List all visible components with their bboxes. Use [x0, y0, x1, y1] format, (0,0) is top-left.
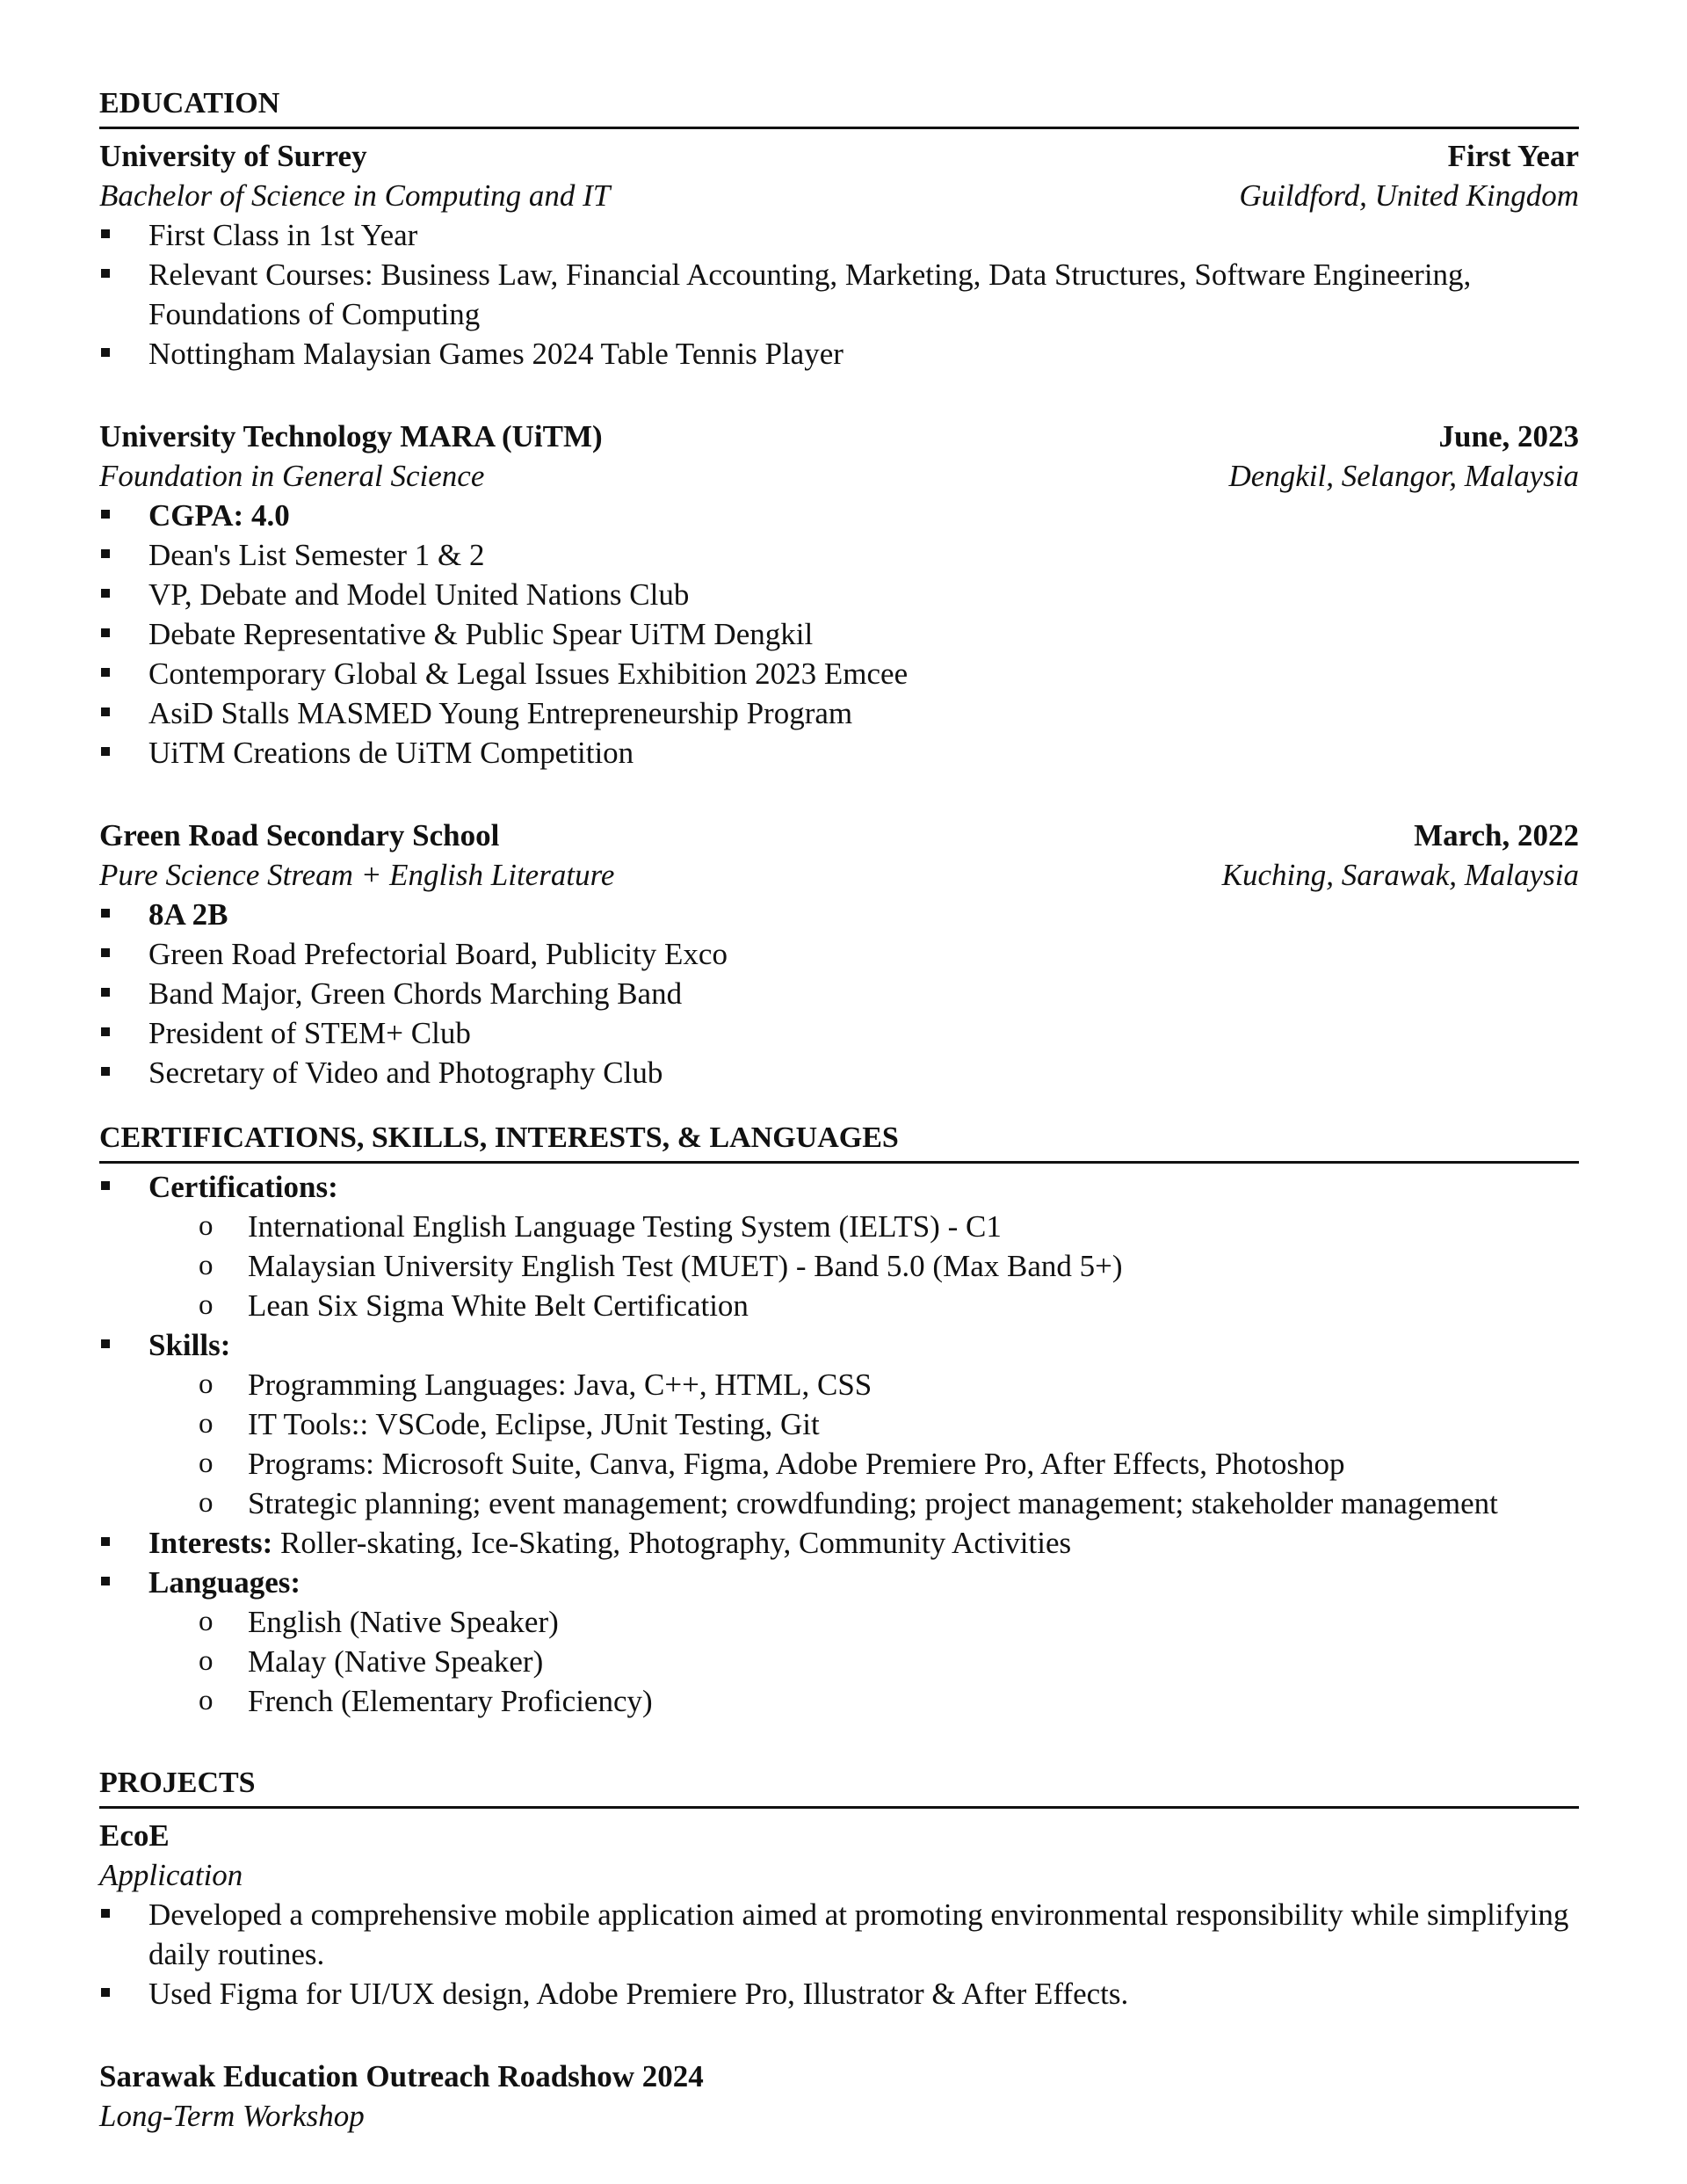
project-type: Application	[99, 1858, 243, 1892]
list-item: Relevant Courses: Business Law, Financial Accounting, Marketing, Data Structures, Software Engineering, Foundations of Computing	[99, 255, 1579, 334]
sub-list-item: o IT Tools:: VSCode, Eclipse, JUnit Testing, Git	[99, 1404, 1579, 1444]
list-item: VP, Debate and Model United Nations Club	[99, 575, 1579, 614]
list-item: Developed a comprehensive mobile application aimed at promoting environmental responsibility while simplifying daily routines.	[99, 1895, 1579, 1974]
interests-text: Roller-skating, Ice-Skating, Photography, Community Activities	[272, 1526, 1072, 1560]
school-name: University Technology MARA (UiTM)	[99, 419, 603, 453]
sub-list-item: o Lean Six Sigma White Belt Certification	[99, 1286, 1579, 1325]
sub-list-item: o Programming Languages: Java, C++, HTML, CSS	[99, 1365, 1579, 1404]
languages-label: Languages:	[99, 1563, 1579, 1602]
education-entry-green-road	[99, 816, 1579, 1092]
location: Guildford, United Kingdom	[1239, 178, 1579, 213]
list-item: President of STEM+ Club	[99, 1013, 1579, 1053]
certifications-label: Certifications:	[99, 1167, 1579, 1207]
sub-list-item: o International English Language Testing System (IELTS) - C1	[99, 1207, 1579, 1246]
list-item: Secretary of Video and Photography Club	[99, 1053, 1579, 1092]
degree: Pure Science Stream + English Literature	[99, 858, 615, 892]
degree: Foundation in General Science	[99, 459, 485, 493]
project-entry-sarawak-roadshow	[99, 2057, 1579, 2136]
list-item: Nottingham Malaysian Games 2024 Table Tennis Player	[99, 334, 1579, 374]
bullet-list	[99, 895, 1579, 1092]
school-name: University of Surrey	[99, 139, 367, 173]
education-entry-uitm	[99, 417, 1579, 773]
education-entry-surrey	[99, 136, 1579, 374]
list-item: Used Figma for UI/UX design, Adobe Premiere Pro, Illustrator & After Effects.	[99, 1974, 1579, 2013]
list-item: Dean's List Semester 1 & 2	[99, 535, 1579, 575]
degree: Bachelor of Science in Computing and IT	[99, 178, 611, 213]
sub-list-item: o French (Elementary Proficiency)	[99, 1681, 1579, 1721]
project-name: Sarawak Education Outreach Roadshow 2024	[99, 2059, 704, 2093]
list-item: Green Road Prefectorial Board, Publicity Exco	[99, 934, 1579, 974]
education-heading: EDUCATION	[99, 81, 1579, 129]
project-name: EcoE	[99, 1818, 170, 1853]
list-item: AsiD Stalls MASMED Young Entrepreneurship Program	[99, 693, 1579, 733]
list-item: First Class in 1st Year	[99, 215, 1579, 255]
project-type: Long-Term Workshop	[99, 2099, 365, 2133]
sub-list-item: o Strategic planning; event management; crowdfunding; project management; stakeholder management	[99, 1484, 1579, 1523]
school-name: Green Road Secondary School	[99, 818, 500, 853]
list-item: Band Major, Green Chords Marching Band	[99, 974, 1579, 1013]
bullet-list	[99, 215, 1579, 374]
projects-heading: PROJECTS	[99, 1760, 1579, 1809]
bullet-list	[99, 496, 1579, 773]
list-item: 8A 2B	[99, 895, 1579, 934]
certifications-list	[99, 1167, 1579, 1721]
school-date: First Year	[1447, 139, 1579, 173]
interests-item	[99, 1523, 1579, 1563]
certifications-heading: CERTIFICATIONS, SKILLS, INTERESTS, & LANGUAGES	[99, 1115, 1579, 1164]
list-item: Debate Representative & Public Spear UiTM Dengkil	[99, 614, 1579, 654]
list-item: UiTM Creations de UiTM Competition	[99, 733, 1579, 773]
list-item: Contemporary Global & Legal Issues Exhibition 2023 Emcee	[99, 654, 1579, 693]
skills-label: Skills:	[99, 1325, 1579, 1365]
school-date: March, 2022	[1414, 818, 1579, 853]
location: Dengkil, Selangor, Malaysia	[1228, 459, 1579, 493]
location: Kuching, Sarawak, Malaysia	[1221, 858, 1579, 892]
sub-list-item: o Malaysian University English Test (MUET) - Band 5.0 (Max Band 5+)	[99, 1246, 1579, 1286]
sub-list-item: o Malay (Native Speaker)	[99, 1642, 1579, 1681]
sub-list-item: o Programs: Microsoft Suite, Canva, Figma, Adobe Premiere Pro, After Effects, Photoshop	[99, 1444, 1579, 1484]
list-item: CGPA: 4.0	[99, 496, 1579, 535]
bullet-list	[99, 1895, 1579, 2013]
school-date: June, 2023	[1438, 419, 1579, 453]
interests-label: Interests:	[148, 1526, 273, 1560]
sub-list-item: o English (Native Speaker)	[99, 1602, 1579, 1642]
project-entry-ecoe	[99, 1816, 1579, 2013]
